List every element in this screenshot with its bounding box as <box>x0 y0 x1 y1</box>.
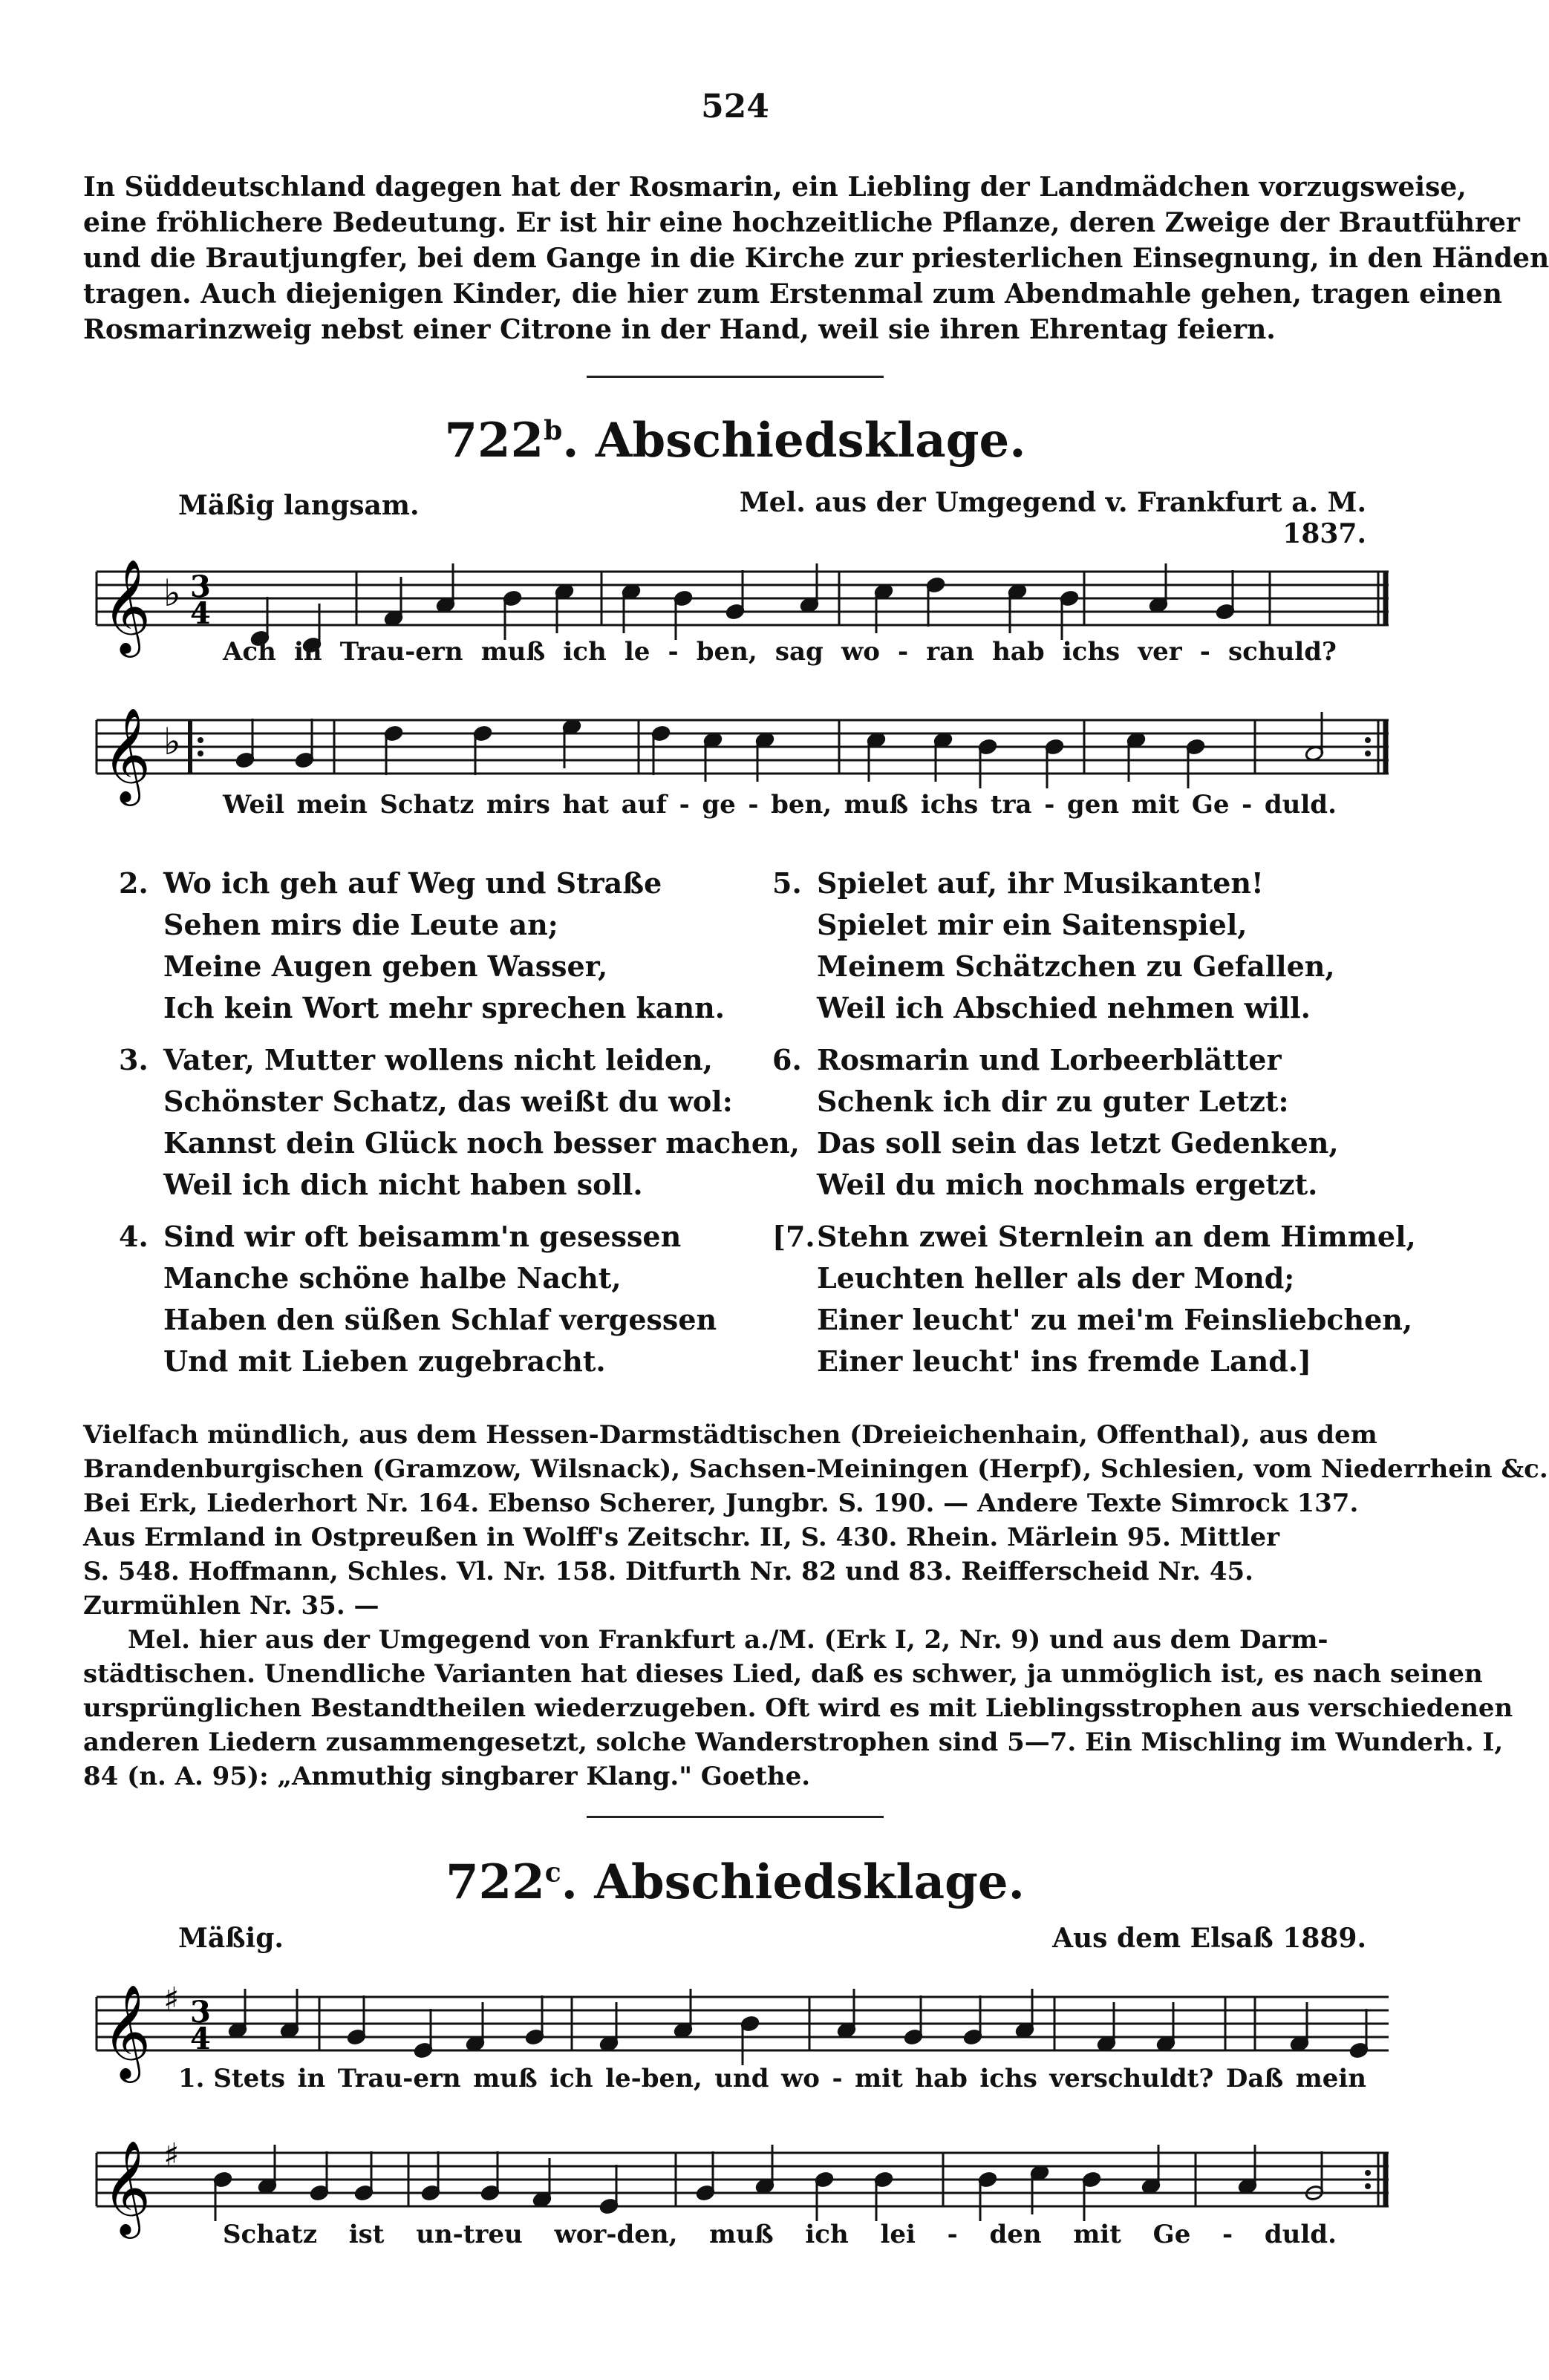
lyric-syllable: mit <box>1073 2220 1121 2249</box>
verse-line: Spielet mir ein Saitenspiel, <box>817 908 1248 941</box>
note-line: S. 548. Hoffmann, Schles. Vl. Nr. 158. Ditfurth Nr. 82 und 83. Reifferscheid Nr. 45. <box>83 1557 1254 1586</box>
section-divider <box>587 1816 884 1818</box>
page-number: 524 <box>701 88 769 125</box>
intro-paragraph <box>83 169 1549 347</box>
verse-line: Weil du mich nochmals ergetzt. <box>817 1168 1318 1201</box>
verses-right <box>772 863 1416 1393</box>
lyric-syllable: hab <box>915 2064 968 2093</box>
verse-line: Schönster Schatz, das weißt du wol: <box>163 1085 733 1118</box>
flat-icon: ♭ <box>163 720 181 763</box>
lyric-syllable: ver <box>1138 637 1182 667</box>
lyric-syllable: ichs <box>979 2064 1037 2093</box>
lyric-syllable: hab <box>992 637 1045 667</box>
lyric-syllable: sag <box>774 637 824 667</box>
song-b-lyrics-2 <box>223 790 1337 820</box>
note-line: Brandenburgischen (Gramzow, Wilsnack), Sachsen-Meiningen (Herpf), Schlesien, vom Niederrhein &c. <box>83 1454 1548 1484</box>
lyric-syllable: - <box>1242 790 1253 820</box>
verse-line: Spielet auf, ihr Musikanten! <box>817 866 1264 900</box>
lyric-syllable: ich <box>563 637 607 667</box>
lyric-syllable: Daß <box>1225 2064 1284 2093</box>
note-line: Zurmühlen Nr. 35. — <box>83 1591 379 1621</box>
verse-stanza <box>119 863 735 1029</box>
flat-icon: ♭ <box>163 572 181 615</box>
song-b-title: 722$^b$. Abschiedsklage. <box>444 413 1026 468</box>
verse-line: Schenk ich dir zu guter Letzt: <box>817 1085 1289 1118</box>
note-line: Aus Ermland in Ostpreußen in Wolff's Zeitschr. II, S. 430. Rhein. Märlein 95. Mittler <box>83 1523 1280 1552</box>
lyric-syllable: Trau-ern <box>339 637 463 667</box>
lyric-syllable: Weil <box>223 790 284 820</box>
song-b-notes <box>83 1418 1548 1794</box>
lyric-syllable: ich <box>805 2220 849 2249</box>
lyric-syllable: verschuldt? <box>1049 2064 1214 2093</box>
verse-number: 6. <box>772 1043 802 1076</box>
song-b-title-text: Abschiedsklage. <box>595 413 1026 468</box>
song-b-source: Mel. aus der Umgegend v. Frankfurt a. M. 1837. <box>739 487 1366 549</box>
verse-line: Kannst dein Glück noch besser machen, <box>163 1126 800 1160</box>
verse-stanza <box>119 1039 800 1206</box>
lyric-syllable: - <box>898 637 909 667</box>
lyric-syllable: in <box>297 2064 326 2093</box>
verse-stanza <box>119 1216 735 1382</box>
lyric-syllable: wor-den, <box>554 2220 678 2249</box>
note-line: 84 (n. A. 95): „Anmuthig singbarer Klang." Goethe. <box>83 1762 811 1791</box>
song-c-lyrics-1 <box>178 2064 1366 2093</box>
lyric-syllable: Trau-ern <box>337 2064 461 2093</box>
lyric-syllable: - <box>1199 637 1210 667</box>
lyric-syllable: auf <box>621 790 668 820</box>
lyric-syllable: muß <box>480 637 546 667</box>
lyric-syllable: schuld? <box>1228 637 1337 667</box>
verse-number: 3. <box>119 1043 149 1076</box>
verse-line: Wo ich geh auf Weg und Straße <box>163 866 662 900</box>
verse-line: Manche schöne halbe Nacht, <box>163 1261 622 1295</box>
verse-line: Rosmarin und Lorbeerblätter <box>817 1043 1282 1076</box>
verse-number: [7. <box>772 1220 815 1253</box>
verse-line: Sehen mirs die Leute an; <box>163 908 558 941</box>
verse-number: 4. <box>119 1220 149 1253</box>
lyric-syllable: ich <box>550 2064 593 2093</box>
lyric-syllable: - <box>1044 790 1055 820</box>
verse-line: Einer leucht' zu mei'm Feinsliebchen, <box>817 1303 1413 1336</box>
song-b-number: 722 <box>444 413 544 468</box>
note-line: Vielfach mündlich, aus dem Hessen-Darmstädtischen (Dreieichenhain, Offenthal), aus dem <box>83 1420 1377 1450</box>
lyric-syllable: tra <box>990 790 1032 820</box>
lyric-syllable: muß <box>709 2220 774 2249</box>
song-b-suffix: b <box>544 415 563 447</box>
repeat-dot <box>1365 2183 1371 2189</box>
sharp-icon: ♯ <box>163 1981 180 2018</box>
song-c-lyrics-2 <box>223 2220 1337 2249</box>
verses-left <box>119 863 800 1393</box>
verse-stanza <box>772 1039 1389 1206</box>
verse-line: Das soll sein das letzt Gedenken, <box>817 1126 1339 1160</box>
treble-clef-icon: 𝄞 <box>102 558 151 653</box>
time-signature-bottom: 4 <box>190 596 211 631</box>
song-c-title-text: Abschiedsklage. <box>594 1854 1025 1910</box>
lyric-syllable: ben, <box>696 637 757 667</box>
lyric-syllable: 1. Stets <box>178 2064 286 2093</box>
lyric-syllable: le <box>624 637 650 667</box>
verse-line: Und mit Lieben zugebracht. <box>163 1344 606 1378</box>
lyric-syllable: - <box>668 637 679 667</box>
lyric-syllable: Schatz <box>379 790 475 820</box>
song-b-lyrics-1 <box>223 637 1337 667</box>
lyric-syllable: ran <box>926 637 974 667</box>
verse-line: Weil ich Abschied nehmen will. <box>817 991 1311 1024</box>
lyric-syllable: mirs <box>486 790 550 820</box>
song-b-tempo: Mäßig langsam. <box>178 490 420 521</box>
sharp-icon: ♯ <box>163 2137 180 2174</box>
repeat-dot <box>198 751 203 756</box>
song-c-tempo: Mäßig. <box>178 1923 284 1954</box>
lyric-syllable: ist <box>348 2220 385 2249</box>
lyric-syllable: Ge <box>1152 2220 1191 2249</box>
intro-line: und die Brautjungfer, bei dem Gange in die Kirche zur priesterlichen Einsegnung, in den Händen <box>83 243 1549 274</box>
verse-line: Meine Augen geben Wasser, <box>163 949 608 983</box>
lyric-syllable: ben, <box>771 790 832 820</box>
song-b-staff-2 <box>97 698 1389 802</box>
song-c-source: Aus dem Elsaß 1889. <box>1052 1923 1366 1954</box>
note-line: ursprünglichen Bestandtheilen wiederzugeben. Oft wird es mit Lieblingsstrophen aus verschiedenen <box>83 1693 1513 1723</box>
lyric-syllable: den <box>989 2220 1042 2249</box>
lyric-syllable: - <box>947 2220 958 2249</box>
lyric-syllable: duld. <box>1264 790 1337 820</box>
lyric-syllable: un-treu <box>416 2220 523 2249</box>
lyric-syllable: gen <box>1066 790 1120 820</box>
lyric-syllable: Schatz <box>223 2220 318 2249</box>
lyric-syllable: ichs <box>1062 637 1121 667</box>
song-c-staff-1 <box>97 1975 1389 2079</box>
lyric-syllable: - <box>1222 2220 1233 2249</box>
song-c-staff-2 <box>97 2131 1389 2234</box>
verse-line: Vater, Mutter wollens nicht leiden, <box>163 1043 713 1076</box>
lyric-syllable: ge <box>702 790 736 820</box>
lyric-syllable: wo <box>781 2064 820 2093</box>
lyric-syllable: - <box>748 790 759 820</box>
time-signature-top: 3 <box>190 1995 211 2030</box>
verse-line: Haben den süßen Schlaf vergessen <box>163 1303 717 1336</box>
time-signature-bottom: 4 <box>190 2021 211 2056</box>
repeat-dot <box>1365 751 1371 756</box>
note-line: städtischen. Unendliche Varianten hat dieses Lied, daß es schwer, ja unmöglich ist, es nach seinen <box>83 1659 1483 1689</box>
lyric-syllable: mein <box>296 790 368 820</box>
verse-line: Leuchten heller als der Mond; <box>817 1261 1295 1295</box>
lyric-syllable: lei <box>880 2220 916 2249</box>
intro-line: Rosmarinzweig nebst einer Citrone in der Hand, weil sie ihren Ehrentag feiern. <box>83 314 1276 345</box>
intro-line: eine fröhlichere Bedeutung. Er ist hir eine hochzeitliche Pflanze, deren Zweige der Brautführer <box>83 207 1520 238</box>
verse-stanza <box>772 1216 1416 1382</box>
verse-line: Einer leucht' ins fremde Land.] <box>817 1344 1312 1378</box>
lyric-syllable: hat <box>562 790 610 820</box>
intro-line: tragen. Auch diejenigen Kinder, die hier zum Erstenmal zum Abendmahle gehen, tragen einen <box>83 278 1502 310</box>
verse-number: 2. <box>119 866 149 900</box>
lyric-syllable: in <box>293 637 322 667</box>
lyric-syllable: duld. <box>1264 2220 1337 2249</box>
lyric-syllable: mit <box>855 2064 903 2093</box>
lyric-syllable: - <box>832 2064 843 2093</box>
section-divider <box>587 376 884 378</box>
repeat-dot <box>1365 2170 1371 2176</box>
intro-line: In Süddeutschland dagegen hat der Rosmarin, ein Liebling der Landmädchen vorzugsweise, <box>83 171 1467 203</box>
lyric-syllable: mein <box>1295 2064 1366 2093</box>
verse-line: Ich kein Wort mehr sprechen kann. <box>163 991 725 1024</box>
treble-clef-icon: 𝄞 <box>102 2139 151 2234</box>
lyric-syllable: muß <box>844 790 909 820</box>
verse-line: Sind wir oft beisamm'n gesessen <box>163 1220 682 1253</box>
treble-clef-icon: 𝄞 <box>102 1984 151 2079</box>
verse-line: Stehn zwei Sternlein an dem Himmel, <box>817 1220 1416 1253</box>
song-c-suffix: c <box>544 1857 561 1889</box>
lyric-syllable: wo <box>841 637 880 667</box>
repeat-dot <box>1365 737 1371 743</box>
lyric-syllable: ichs <box>920 790 979 820</box>
note-line: anderen Liedern zusammengesetzt, solche Wanderstrophen sind 5—7. Ein Mischling im Wunderh. I, <box>83 1727 1504 1757</box>
lyric-syllable: und <box>714 2064 769 2093</box>
song-c-title: 722$^c$. Abschiedsklage. <box>446 1854 1025 1910</box>
verse-line: Weil ich dich nicht haben soll. <box>163 1168 643 1201</box>
lyric-syllable: Ge <box>1191 790 1230 820</box>
lyric-syllable: - <box>679 790 690 820</box>
lyric-syllable: muß <box>473 2064 538 2093</box>
treble-clef-icon: 𝄞 <box>102 707 151 802</box>
note-line: Bei Erk, Liederhort Nr. 164. Ebenso Scherer, Jungbr. S. 190. — Andere Texte Simrock 137. <box>83 1488 1359 1518</box>
verse-line: Meinem Schätzchen zu Gefallen, <box>817 949 1335 983</box>
time-signature-top: 3 <box>190 569 211 604</box>
repeat-dot <box>198 737 203 743</box>
verse-stanza <box>772 863 1389 1029</box>
lyric-syllable: le-ben, <box>605 2064 702 2093</box>
lyric-syllable: Ach <box>223 637 276 667</box>
song-c-number: 722 <box>446 1854 545 1910</box>
note-line: Mel. hier aus der Umgegend von Frankfurt a./M. (Erk I, 2, Nr. 9) und aus dem Darm- <box>128 1625 1328 1655</box>
verse-number: 5. <box>772 866 802 900</box>
lyric-syllable: mit <box>1131 790 1180 820</box>
